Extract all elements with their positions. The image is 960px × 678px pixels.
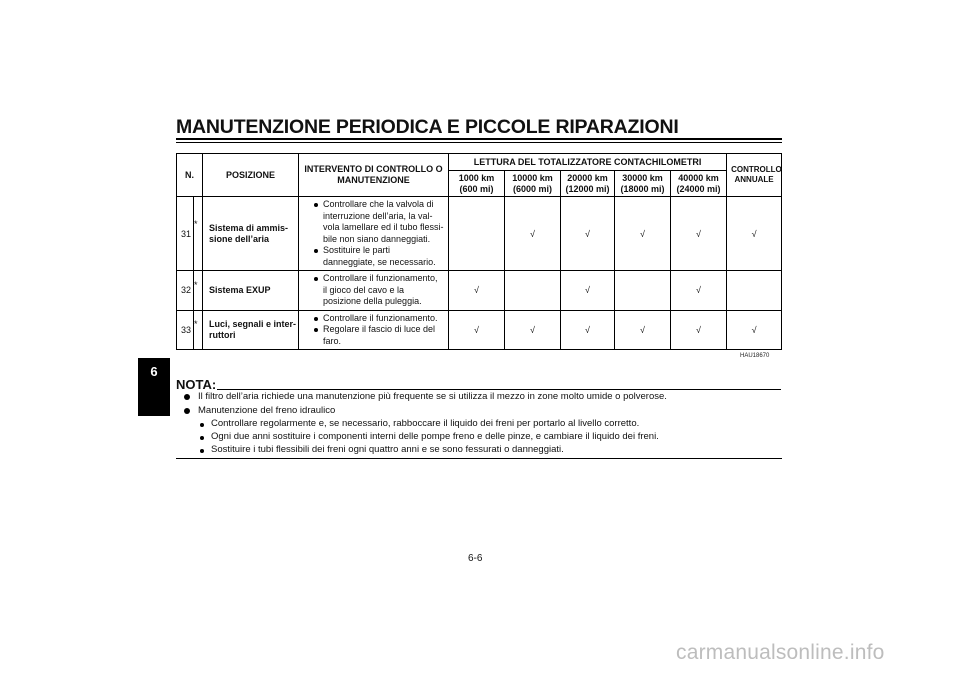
sub-bullet-icon (200, 423, 204, 427)
asterisk-mark: * (194, 310, 203, 350)
sub-bullet-icon (200, 436, 204, 440)
maintenance-table (176, 153, 782, 350)
nota-rule (217, 389, 781, 390)
header-interval-4: 30000 km (18000 mi) (615, 171, 671, 197)
check-cell: √ (615, 197, 671, 271)
title-rule-thin (176, 142, 782, 143)
check-cell: √ (449, 310, 505, 350)
asterisk-mark: * (194, 197, 203, 271)
header-position: POSIZIONE (203, 154, 299, 197)
check-cell: √ (671, 310, 727, 350)
asterisk-mark: * (194, 271, 203, 311)
operation-item: Controllare il funzionamento. (323, 313, 444, 325)
title-rule-thick (176, 138, 782, 140)
check-cell: √ (671, 271, 727, 311)
page-title: MANUTENZIONE PERIODICA E PICCOLE RIPARAZIONI (176, 116, 679, 138)
check-cell: √ (727, 310, 782, 350)
bullet-icon (184, 408, 190, 414)
row-position: Luci, segnali e inter-ruttori (203, 310, 299, 350)
check-cell: √ (615, 310, 671, 350)
sub-bullet-icon (200, 449, 204, 453)
check-cell: √ (505, 197, 561, 271)
nota-bottom-rule (176, 458, 782, 459)
table-row (177, 271, 782, 311)
check-cell: √ (449, 271, 505, 311)
table-row (177, 197, 782, 271)
row-number: 32 (177, 271, 194, 311)
document-code: HAU18670 (740, 353, 770, 359)
check-cell: √ (505, 310, 561, 350)
table-row (177, 310, 782, 350)
operation-item: Controllare il funzionamento, il gioco del cavo e la posizione della puleggia. (323, 273, 444, 308)
check-cell (505, 271, 561, 311)
nota-subitem: Ogni due anni sostituire i componenti interni delle pompe freno e delle pinze, e cambiare il liquido dei freni. (211, 431, 659, 442)
nota-item: Manutenzione del freno idraulico (198, 405, 336, 416)
row-operations (299, 271, 449, 311)
row-number: 31 (177, 197, 194, 271)
bullet-icon (184, 394, 190, 400)
row-operations (299, 310, 449, 350)
nota-subitem: Sostituire i tubi flessibili dei freni ogni quattro anni e se sono fessurati o danneggiati. (211, 444, 564, 455)
operation-item: Sostituire le parti danneggiate, se necessario. (323, 245, 444, 268)
watermark: carmanualsonline.info (676, 641, 885, 664)
header-odometer: LETTURA DEL TOTALIZZATORE CONTACHILOMETRI (449, 154, 727, 171)
nota-label: NOTA: (176, 377, 217, 392)
header-annual: CONTROLLO ANNUALE (727, 154, 782, 197)
row-position: Sistema di ammis-sione dell’aria (203, 197, 299, 271)
check-cell: √ (727, 197, 782, 271)
chapter-number: 6 (150, 364, 158, 379)
row-operations (299, 197, 449, 271)
check-cell: √ (561, 310, 615, 350)
header-interval-5: 40000 km (24000 mi) (671, 171, 727, 197)
nota-subitem: Controllare regolarmente e, se necessario, rabboccare il liquido dei freni per portarlo al livello corretto. (211, 418, 640, 429)
check-cell: √ (671, 197, 727, 271)
check-cell: √ (561, 271, 615, 311)
check-cell (727, 271, 782, 311)
operation-item: Controllare che la valvola di interruzione dell’aria, la val-vola lamellare ed il tubo flessi-bile non siano danneggiati. (323, 199, 444, 244)
header-interval-3: 20000 km (12000 mi) (561, 171, 615, 197)
operation-item: Regolare il fascio di luce del faro. (323, 324, 444, 347)
row-position: Sistema EXUP (203, 271, 299, 311)
header-interval-1: 1000 km (600 mi) (449, 171, 505, 197)
header-intervention: INTERVENTO DI CONTROLLO O MANUTENZIONE (299, 154, 449, 197)
chapter-tab (138, 358, 170, 416)
check-cell (615, 271, 671, 311)
page-number: 6-6 (468, 553, 483, 564)
header-n: N. (177, 154, 203, 197)
check-cell (449, 197, 505, 271)
nota-item: Il filtro dell’aria richiede una manutenzione più frequente se si utilizza il mezzo in zone molto umide o polverose. (198, 391, 667, 402)
row-number: 33 (177, 310, 194, 350)
header-interval-2: 10000 km (6000 mi) (505, 171, 561, 197)
check-cell: √ (561, 197, 615, 271)
